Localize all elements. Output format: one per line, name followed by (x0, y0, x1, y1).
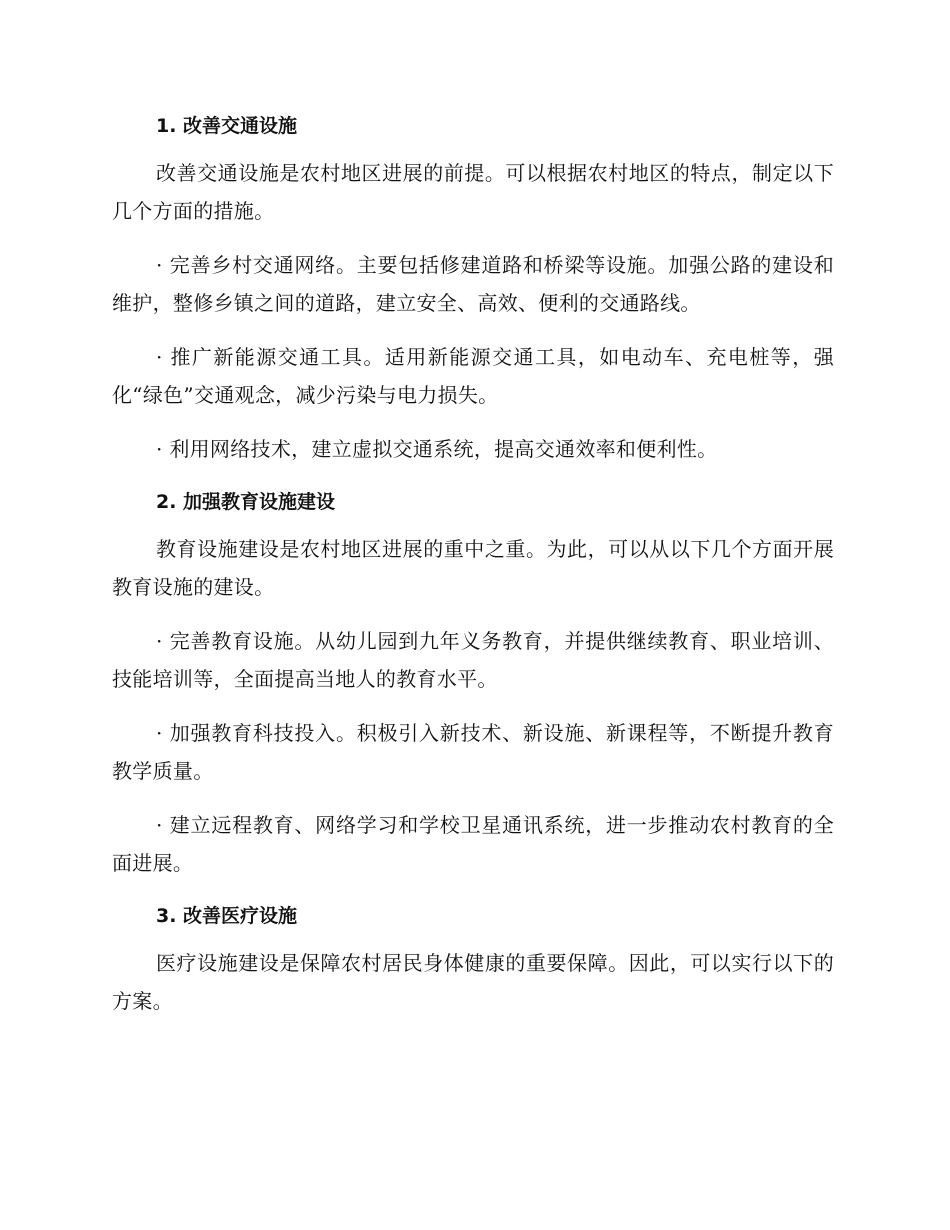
section-heading: 1. 改善交通设施 (156, 115, 298, 137)
bullet-paragraph: · 加强教育科技投入。积极引入新技术、新设施、新课程等，不断提升教育教学质量。 (112, 721, 834, 783)
section-heading: 3. 改善医疗设施 (156, 905, 298, 927)
paragraph: 医疗设施建设是保障农村居民身体健康的重要保障。因此，可以实行以下的方案。 (112, 951, 834, 1013)
section-heading: 2. 加强教育设施建设 (156, 491, 336, 513)
bullet-paragraph: · 完善教育设施。从幼儿园到九年义务教育，并提供继续教育、职业培训、技能培训等，全面提高当地人的教育水平。 (112, 629, 834, 691)
bullet-paragraph: · 推广新能源交通工具。适用新能源交通工具，如电动车、充电桩等，强化“绿色”交通观念，减少污染与电力损失。 (112, 345, 834, 407)
document-page (112, 108, 834, 1036)
bullet-paragraph: · 完善乡村交通网络。主要包括修建道路和桥梁等设施。加强公路的建设和维护，整修乡镇之间的道路，建立安全、高效、便利的交通路线。 (112, 253, 834, 315)
paragraph: 改善交通设施是农村地区进展的前提。可以根据农村地区的特点，制定以下几个方面的措施。 (112, 161, 834, 223)
bullet-paragraph: · 建立远程教育、网络学习和学校卫星通讯系统，进一步推动农村教育的全面进展。 (112, 813, 834, 875)
bullet-paragraph: · 利用网络技术，建立虚拟交通系统，提高交通效率和便利性。 (156, 437, 718, 461)
paragraph: 教育设施建设是农村地区进展的重中之重。为此，可以从以下几个方面开展教育设施的建设。 (112, 537, 834, 599)
